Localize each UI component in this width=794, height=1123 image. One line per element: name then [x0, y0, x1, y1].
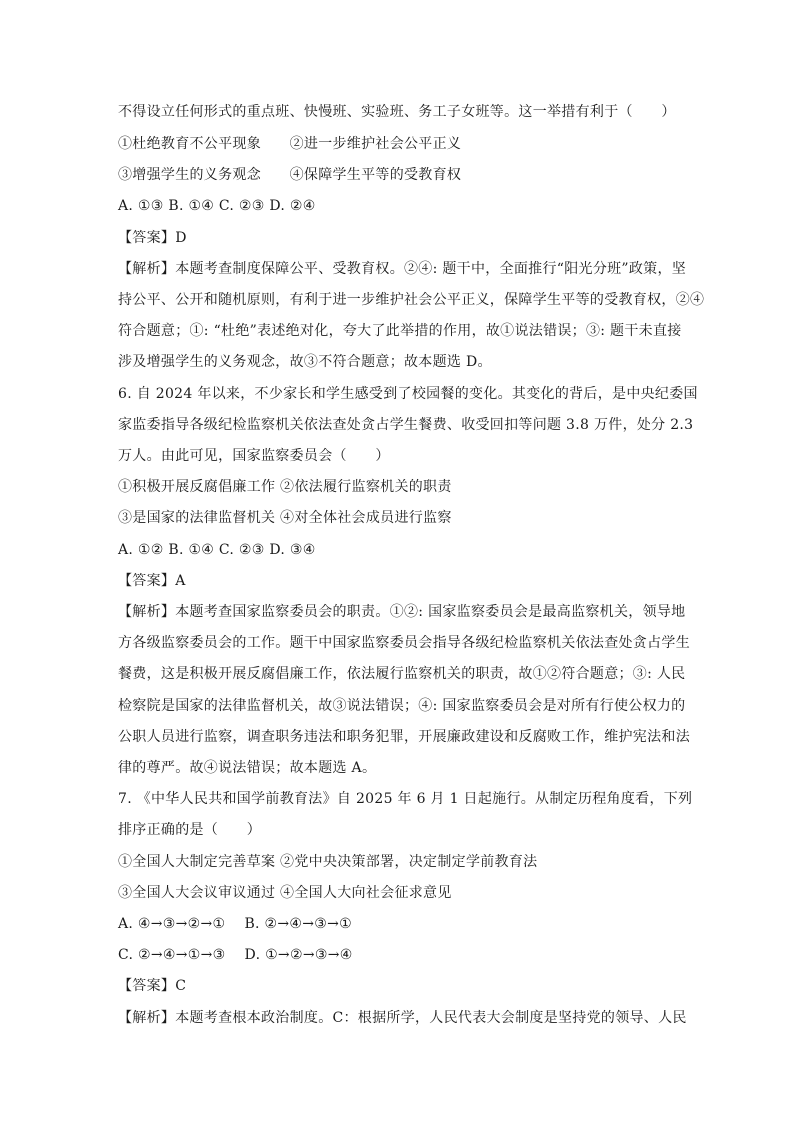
question-5-analysis-line-4: 涉及增强学生的义务观念，故③不符合题意；故本题选 D。	[118, 354, 492, 370]
question-6-analysis-line-5: 公职人员进行监察，调查职务违法和职务犯罪，开展廉政建设和反腐败工作，维护宪法和法	[118, 729, 690, 745]
question-6-stem-line-2: 家监委指导各级纪检监察机关依法查处贪占学生餐费、收受回扣等问题 3.8 万件，处分 2.3	[118, 417, 694, 433]
question-6-analysis-line-3: 餐费，这是积极开展反腐倡廉工作，依法履行监察机关的职责，故①②符合题意；③: 人民	[118, 666, 686, 682]
question-5-analysis-line-2: 持公平、公开和随机原则，有利于进一步维护社会公平正义，保障学生平等的受教育权，②④	[118, 292, 705, 308]
question-7-options-12: ①全国人大制定完善草案 ②党中央决策部署，决定制定学前教育法	[118, 854, 538, 870]
question-5-analysis-line-3: 符合题意；①: “杜绝”表述绝对化，夸大了此举措的作用，故①说法错误；③: 题干未直接	[118, 323, 682, 339]
question-7-stem-line-2: 排序正确的是（ ）	[118, 822, 261, 838]
question-5-answer: 【答案】D	[118, 230, 187, 246]
question-5-choices: A. ①③ B. ①④ C. ②③ D. ②④	[118, 198, 316, 214]
question-6-analysis-line-2: 方各级监察委员会的工作。题干中国家监察委员会指导各级纪检监察机关依法查处贪占学生	[118, 635, 690, 651]
question-6-answer: 【答案】A	[118, 573, 186, 589]
question-6-stem-line-1: 6. 自 2024 年以来，不少家长和学生感受到了校园餐的变化。其变化的背后，是中央纪委国	[118, 386, 698, 402]
question-7-answer: 【答案】C	[118, 978, 187, 994]
question-7-stem-line-1: 7. 《中华人民共和国学前教育法》自 2025 年 6 月 1 日起施行。从制定历程角度看，下列	[118, 791, 693, 807]
question-7-options-34: ③全国人大会议审议通过 ④全国人大向社会征求意见	[118, 885, 452, 901]
question-5-options-34: ③增强学生的义务观念 ④保障学生平等的受教育权	[118, 167, 462, 183]
question-5-analysis-line-1: 【解析】本题考查制度保障公平、受教育权。②④: 题干中，全面推行“阳光分班”政策，坚	[118, 261, 687, 277]
question-5-stem-end: 不得设立任何形式的重点班、快慢班、实验班、务工子女班等。这一举措有利于（ ）	[118, 104, 676, 120]
question-6-analysis-line-4: 检察院是国家的法律监督机关，故③说法错误；④: 国家监察委员会是对所有行使公权力的	[118, 698, 686, 714]
question-7-choices-cd: C. ②→④→①→③ D. ①→②→③→④	[118, 947, 353, 963]
question-5-options-12: ①杜绝教育不公平现象 ②进一步维护社会公平正义	[118, 136, 462, 152]
question-6-choices: A. ①② B. ①④ C. ②③ D. ③④	[118, 542, 316, 558]
question-7-choices-ab: A. ④→③→②→① B. ②→④→③→①	[118, 916, 353, 932]
question-7-analysis-line-1: 【解析】本题考查根本政治制度。C：根据所学，人民代表大会制度是坚持党的领导、人民	[118, 1010, 687, 1026]
question-6-stem-line-3: 万人。由此可见，国家监察委员会（ ）	[118, 448, 390, 464]
question-6-options-34: ③是国家的法律监督机关 ④对全体社会成员进行监察	[118, 510, 452, 526]
question-6-analysis-line-6: 律的尊严。故④说法错误；故本题选 A。	[118, 760, 377, 776]
question-6-analysis-line-1: 【解析】本题考查国家监察委员会的职责。①②: 国家监察委员会是最高监察机关，领导地	[118, 604, 686, 620]
question-6-options-12: ①积极开展反腐倡廉工作 ②依法履行监察机关的职责	[118, 479, 452, 495]
